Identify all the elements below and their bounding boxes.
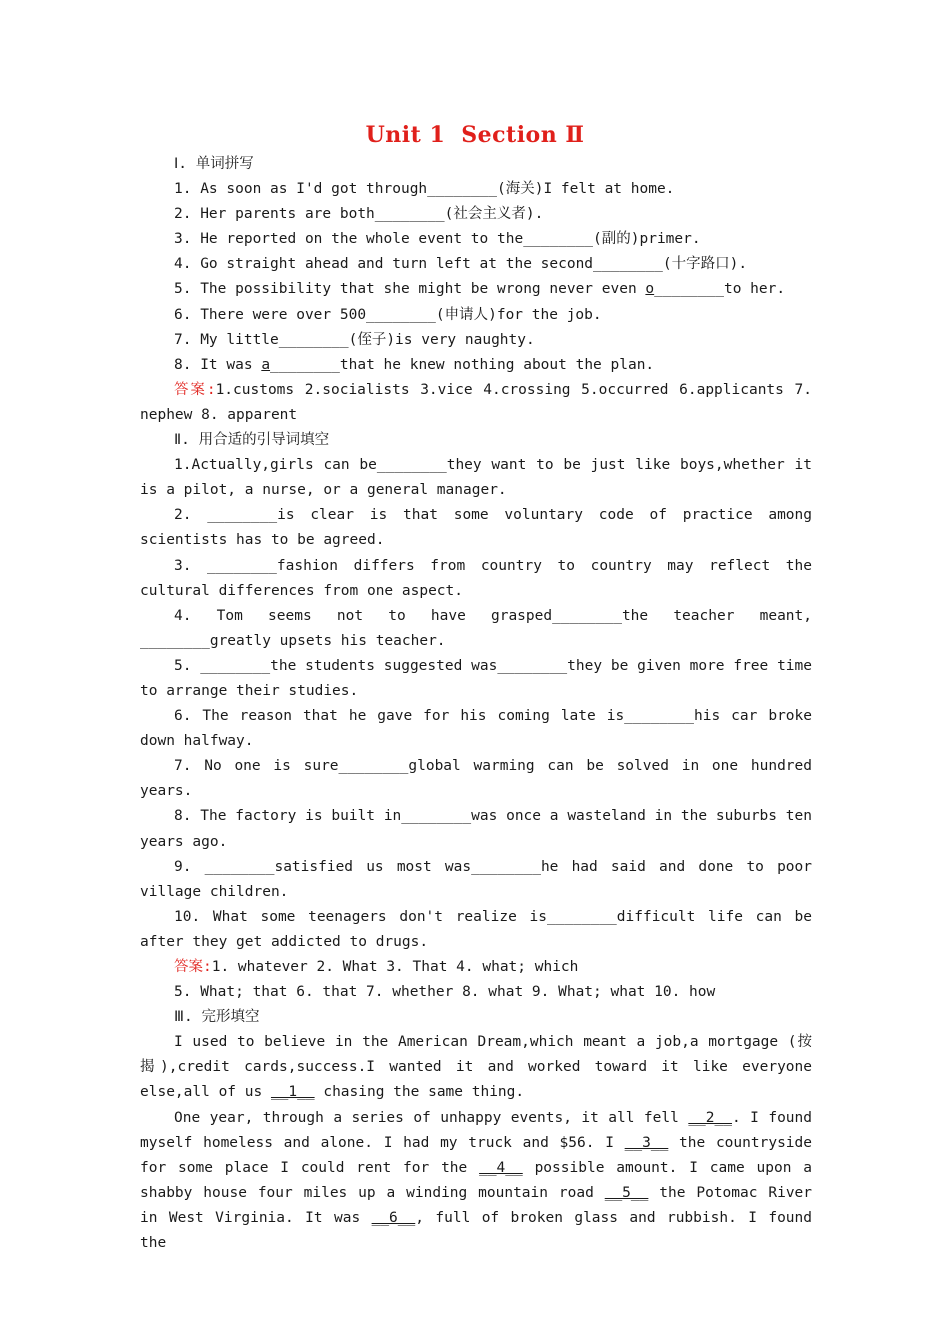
cloze-text: I used to believe in the American Dream,which meant a job,a mortgage (按揭),credit cards,success.I wanted it and worked toward it like everyone else,all of us: [140, 1034, 812, 1101]
part2-item-8: 8. The factory is built in________was once a wasteland in the suburbs ten years ago.: [140, 808, 812, 850]
cloze-text: the Potomac River in West Virginia. It was: [140, 1184, 813, 1226]
part1-answers: [140, 378, 812, 428]
part1-item-2: 2. Her parents are both________(社会主义者).: [174, 206, 544, 223]
part3-heading: Ⅲ. 完形填空: [174, 1009, 260, 1026]
item5-text-end: ________to her.: [654, 281, 786, 298]
page-title: [0, 122, 950, 148]
part1-item-1: 1. As soon as I'd got through________(海关)I felt at home.: [174, 181, 675, 198]
item5-text: 5. The possibility that she might be wrong never even: [174, 281, 646, 298]
section-label: Section Ⅱ: [461, 122, 585, 148]
part1-item-3: 3. He reported on the whole event to the________(副的)primer.: [174, 231, 701, 248]
part1-item-8: [140, 353, 812, 378]
part2-item-7: 7. No one is sure________global warming can be solved in one hundred years.: [140, 758, 812, 800]
part2-item-6: 6. The reason that he gave for his coming late is________his car broke down halfway.: [140, 708, 812, 750]
part2-item-9: 9. ________satisfied us most was________he had said and done to poor village children.: [140, 858, 812, 900]
cloze-blank-3: __3__: [624, 1134, 669, 1151]
part2-item-2: 2. ________is clear is that some voluntary code of practice among scientists has to be agreed.: [140, 507, 812, 549]
answer-label: 答案:: [174, 381, 216, 398]
part2-answers-line1: [140, 955, 812, 980]
cloze-text: the countryside for some place I could rent for the: [140, 1134, 812, 1176]
part1-item-5: [140, 277, 812, 302]
cloze-text: possible amount. I came upon a shabby house four miles up a winding mountain road: [140, 1159, 812, 1201]
part2-item-5: 5. ________the students suggested was________they be given more free time to arrange their studies.: [140, 657, 812, 699]
part2-item-1: 1.Actually,girls can be________they want to be just like boys,whether it is a pilot, a nurse, or a general manager.: [140, 457, 812, 499]
part1-item-4: 4. Go straight ahead and turn left at the second________(十字路口).: [174, 256, 748, 273]
part1-item-7: 7. My little________(侄子)is very naughty.: [174, 331, 535, 348]
cloze-blank-4: __4__: [479, 1159, 523, 1176]
item8-text: 8. It was: [174, 356, 262, 373]
cloze-blank-5: __5__: [604, 1184, 649, 1201]
part2-item-3: 3. ________fashion differs from country to country may reflect the cultural differences from one aspect.: [140, 557, 812, 599]
cloze-text: chasing the same thing.: [314, 1084, 525, 1101]
cloze-text: , full of broken glass and rubbish. I found the: [140, 1209, 812, 1252]
document-body: [140, 152, 812, 1256]
part2-heading: Ⅱ. 用合适的引导词填空: [174, 432, 330, 449]
part1-heading: Ⅰ. 单词拼写: [174, 156, 254, 172]
item5-hint-letter: o: [645, 281, 655, 298]
item8-hint-letter: a: [261, 356, 271, 373]
cloze-text: One year, through a series of unhappy events, it all fell: [174, 1109, 689, 1126]
part1-answer-text: 1.customs 2.socialists 3.vice 4.crossing 5.occurred 6.applicants 7. nephew 8. apparent: [140, 381, 812, 423]
cloze-blank-1: __1__: [270, 1084, 315, 1101]
part2-item-10: 10. What some teenagers don't realize is________difficult life can be after they get addicted to drugs.: [140, 908, 812, 950]
unit-label: Unit 1: [365, 122, 446, 148]
cloze-text: . I found myself homeless and alone. I had my truck and $56. I: [140, 1109, 812, 1151]
answer-label: 答案:: [174, 959, 212, 975]
cloze-blank-6: __6__: [371, 1209, 416, 1226]
part2-item-4: 4. Tom seems not to have grasped________the teacher meant, ________greatly upsets his teacher.: [140, 607, 812, 649]
part2-answer-text-1: 1. whatever 2. What 3. That 4. what; which: [211, 959, 579, 975]
part1-item-6: 6. There were over 500________(申请人)for the job.: [174, 306, 602, 323]
cloze-paragraph-2: [140, 1106, 812, 1257]
cloze-blank-2: __2__: [688, 1109, 732, 1126]
item8-text-end: ________that he knew nothing about the plan.: [270, 356, 655, 373]
cloze-paragraph-1: [140, 1030, 812, 1105]
part2-answers-line2: 5. What; that 6. that 7. whether 8. what 9. What; what 10. how: [174, 984, 716, 1001]
